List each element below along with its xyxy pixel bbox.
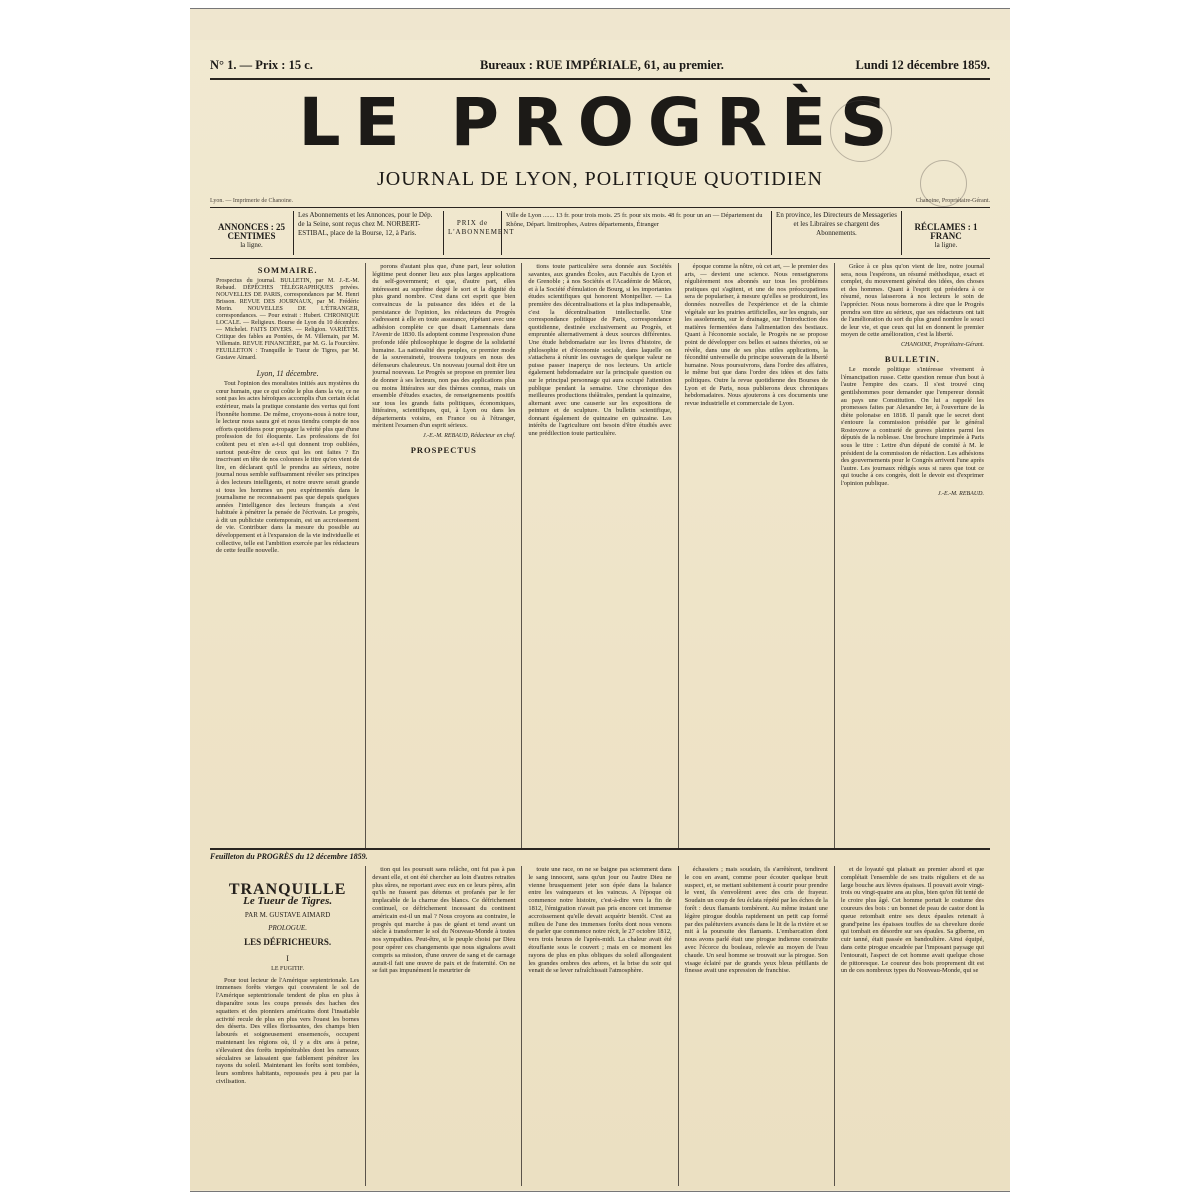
column-4-text: époque comme la nôtre, où cet art, — le premier des arts, — devient une science. Nous renseignerons régulièrement nos abonnés sur tous les problèmes pratiques qui s'agitent, et une de nos préoccupations sera de populariser, à mesure qu'elles se produiront, les données nouvelles de l'expérience et de la chimie végétale sur les prairies artificielles, sur les engrais, sur les assolements, sur le drainage, sur l'introduction des matières fermentées dans l'alimentation des bestiaux. Quant à l'économie sociale, le Progrès ne se propose point de développer ces belles et saines théories, où se révèle, dans une de ses plus utiles applications, la fécondité universelle du principe souverain de la liberté humaine. Nous poursuivrons, dans l'ordre des affaires, le même but que dans l'ordre des idées et des faits politiques. Outre la revue quotidienne des Bourses de Lyon et de Paris, nous publierons deux chroniques hebdomadaires. Nous ajouterons à ces documents une revue industrielle et commerciale de Lyon. bbox=[684, 263, 828, 407]
chapter-title: LE FUGITIF. bbox=[271, 965, 305, 972]
prospectus-heading: PROSPECTUS bbox=[410, 444, 477, 455]
feuilleton-part: LES DÉFRICHEURS. bbox=[244, 937, 332, 948]
feuilleton-column-3-text: toute une race, on ne se baigne pas sciemment dans le sang innocent, sans qu'un jour ou l'autre Dieu ne vienne brusquement jeter son épée dans la balance entre les vainqueurs et les vaincus. A l'époque où commence notre histoire, c'est-à-dire vers la fin de 1812, l'émigration n'avait pas pris encore cet immense accroissement qu'elle devait acquérir bientôt. C'est au milieu de l'une des immenses forêts dont nous venons de parler que commence notre récit, le 27 octobre 1812, vers trois heures de l'après-midi. La chaleur avait été étouffante sous le couvert ; mais en ce moment les rayons de plus en plus obliques du soleil allongeaient les grandes ombres des arbres, et la brise du soir qui venait de se lever rafraîchissait l'atmosphère. bbox=[528, 866, 672, 975]
abonnements-cell: Les Abonnements et les Annonces, pour le Dép. de la Seine, sont reçus chez M. NORBERT-ESTIBAL, place de la Bourse, 12, à Paris. bbox=[294, 211, 444, 255]
chapter-numeral: I bbox=[286, 953, 289, 963]
rates-table: Ville de Lyon ....... 13 fr. pour trois mois. 25 fr. pour six mois. 48 fr. pour un an — Département du Rhône, Départ. limitrophes, Autres départements, Étranger bbox=[502, 211, 772, 255]
printer-name: Lyon. — Imprimerie de Chanoine. bbox=[210, 198, 293, 204]
editor-signature: J.-E.-M. REBAUD, Rédacteur en chef. bbox=[422, 433, 516, 440]
column-2-text: porons d'autant plus que, d'une part, leur solution légitime peut donner lieu aux plus larges applications du self-government; et que, d'autre part, elles intéressent au suprême degré le sort et la dignité du plus grand nombre. C'est dans cet esprit que bien convaincus de la puissance des idées et de la persistance de l'opinion, les rédacteurs du Progrès s'adressent à elle en toute assurance, répétant avec une adhésion complète ce que disait Lamennais dans l'Avenir de 1830. Ils adoptent comme l'expression d'une profonde idée philosophique le dogme de la solidarité humaine. La nationalité des peuples, ce premier mode de la souveraineté, trouvera toujours en nous des défenseurs chaleureux. Un nouveau journal doit être un journal nouveau. Le Progrès se propose en premier lieu de donner à ses lecteurs, non pas des applications plus ou moins littéraires sur des thèmes connus, mais un ensemble d'études exactes, de renseignements positifs sur tous les grands faits politiques, économiques, littéraires, scientifiques, qui, à Lyon ou dans les départements voisins, en France ou à l'étranger, méritent l'examen d'un esprit sérieux. bbox=[372, 263, 516, 430]
feuilleton-subtitle: Le Tueur de Tigres. bbox=[243, 894, 333, 907]
feuilleton-column-4-text: échassiers ; mais soudain, ils s'arrêtèrent, tendirent le cou en avant, comme pour écouter quelque bruit suspect, et, se mettant subitement à courir pour prendre le vent, ils s'envolèrent avec des cris de frayeur. Soudain un coup de feu éclata répété par les échos de la forêt : deux flamants tombèrent. Au même instant une légère pirogue doubla rapidement un petit cap formé par des palétuviers avancés dans le lit de la rivière et se mit à la poursuite des flamants. L'embarcation dont nous avons parlé était une pirogue indienne construite avec l'écorce du bouleau, relevée au moyen de l'eau chaude. Un seul homme se trouvait sur la pirogue. Son visage éclairé par de grands yeux bleus pétillants de finesse avait une expression de franchise. bbox=[684, 866, 828, 975]
left-margin bbox=[0, 0, 190, 1200]
header-line bbox=[210, 56, 990, 80]
feuilleton-header: Feuilleton du PROGRÈS du 12 décembre 1859. bbox=[210, 852, 368, 861]
feuilleton-column-5 bbox=[835, 866, 990, 1186]
reclames-unit: la ligne. bbox=[934, 241, 958, 249]
offices-address: Bureaux : RUE IMPÉRIALE, 61, au premier. bbox=[480, 58, 724, 72]
right-margin bbox=[1010, 0, 1200, 1200]
annonces-unit: la ligne. bbox=[240, 241, 263, 249]
feuilleton-column-1 bbox=[210, 866, 366, 1186]
issue-number: N° 1. — Prix : 15 c. bbox=[210, 58, 313, 72]
provinces-note: En province, les Directeurs de Messageries et les Libraires se chargent des Abonnements. bbox=[772, 211, 902, 255]
reclames-price: RÉCLAMES : 1 FRANC bbox=[914, 222, 978, 241]
column-3-text: tions toute particulière sera donnée aux Sociétés savantes, aux grandes Écoles, aux Facultés de Lyon et de Grenoble ; à nos Sociétés et l'Académie de Mâcon, et à la Société d'émulation de Bourg, si les importantes études scientifiques qui honorent Montpellier. — La première des décentralisations et la plus indispensable, c'est la décentralisation intellectuelle. Une correspondance politique de Paris, correspondance quotidienne, destinée exclusivement au Progrès, et empruntée alternativement à deux sources différentes. Une étude hebdomadaire sur les livres d'histoire, de philosophie et d'économie sociale, dans laquelle on s'attachera à réunir les ouvrages de quelque valeur ne puisse passer inaperçu de nos lecteurs. Un article également hebdomadaire sur la principale question ou sur le principal personnage qui aura occupé l'attention publique pendant la semaine. Une chronique des meilleures productions théâtrales, pendant la quinzaine, alternant avec une causerie sur les expositions de peinture et de sculpture. Un bulletin scientifique, donnant également de quinzaine en quinzaine. Les intérêts de l'agriculture ont besoin d'être étudiés avec une prédilection toute particulière. bbox=[528, 263, 672, 438]
column-2 bbox=[366, 263, 522, 848]
sommaire-list: Prospectus du journal. BULLETIN, par M. J.-E.-M. Rebaud. DÉPÊCHES TÉLÉGRAPHIQUES privées. NOUVELLES DE PARIS, correspondances par M. Henri Brisson. REVUE DES JOURNAUX, par M. Frédéric Morin. NOUVELLES DE L'ÉTRANGER, correspondances. — Pour extrait : Hubert. CHRONIQUE LOCALE. — Religieux. Bourse de Lyon du 10 décembre. — Michelet. FAITS DIVERS. — Religion. VARIÉTÉS. Critique des fables au Pontées, de M. Villemain, par M. Villemain. REVUE FINANCIÈRE, par M. G. la Fourcière. FEUILLETON : Tranquille le Tueur de Tigres, par M. Gustave Aimard. bbox=[216, 277, 360, 361]
feuilleton-title: TRANQUILLE bbox=[228, 881, 347, 898]
column-4 bbox=[679, 263, 835, 848]
issue-date: Lundi 12 décembre 1859. bbox=[855, 58, 990, 72]
annonces-cell bbox=[210, 211, 294, 255]
feuilleton-column-2 bbox=[366, 866, 522, 1186]
sommaire-heading: SOMMAIRE. bbox=[257, 265, 318, 275]
column-1 bbox=[210, 263, 366, 848]
column-1-text: Tout l'opinion des moralistes initiés aux mystères du cœur humain, que ce qui coûte le plus dans la vie, ce ne sont pas les actes héroïques accomplis d'un certain éclat extérieur, mais la pratique constante des vertus qui font l'honnête homme. De même, croyons-nous à notre tour, le lecteur nous saura gré et nous tiendra compte de nos efforts quotidiens pour propager la vérité plus que d'une profession de foi éloquente. Les professions de foi coûtent peu et n'en a-t-il qui donnent trop oubliées, surtout peut-être de ceux qui les ont faites ? En inscrivant en tête de nos colonnes le titre qu'on vient de lire, en déclarant qu'il le prendra au sérieux, notre journal nous semble suffisamment révéler ses principes à des lecteurs intelligents, et notre œuvre serait grande si tous les hommes un peu expérimentés dans le journalisme ne reconnaissent pas que depuis quelques années l'intelligence des lecteurs français a s'est habituée à pénétrer la pensée de l'écrivain. Le progrès, à dit un publiciste contemporain, est un accroissement de vie. Contribuer dans la mesure du possible au développement et à l'expansion de la vie individuelle et collective, telle est l'ambition exercée par les rédacteurs de cette feuille nouvelle. bbox=[216, 380, 360, 555]
postmark-stamp bbox=[830, 100, 892, 162]
masthead-subtitle: JOURNAL DE LYON, POLITIQUE QUOTIDIEN bbox=[377, 168, 823, 190]
feuilleton-author: PAR M. GUSTAVE AIMARD bbox=[244, 910, 331, 919]
bulletin-heading: BULLETIN. bbox=[884, 353, 940, 364]
column-5 bbox=[835, 263, 990, 848]
main-columns bbox=[210, 263, 990, 850]
column-5-text: Grâce à ce plus qu'on vient de lire, notre journal sera, nous l'espérons, un résumé méthodique, exact et complet, du mouvement général des idées, des choses et des hommes. Quant à l'esprit qui présidera à ce résumé, nous laisserons à nos lecteurs le soin de l'apprécier. Nous nous bornerons à dire que le Progrès prendra son titre au sérieux, que ses rédacteurs ont tait de l'amélioration du sort du plus grand nombre le souci de leur vie, et que ceux qui lui en donnent le premier moyen de cette amélioration, c'est la liberté. bbox=[840, 263, 985, 339]
publisher-name: Chanoine, Propriétaire-Gérant. bbox=[915, 198, 990, 204]
reclames-cell bbox=[902, 211, 990, 255]
bulletin-signature: J.-E.-M. REBAUD. bbox=[937, 490, 985, 497]
feuilleton-column-1-text: Pour tout lecteur de l'Amérique septentrionale. Les immenses forêts vierges qui couvraient le sol de l'Amérique septentrionale tendent de plus en plus à disparaître sous les coups pressés des haches des squatters et des pionniers américains dont l'insatiable activité recule de plus en plus vers l'ouest les bornes des déserts. Des villes florissantes, des champs bien labourés et soigneusement ensemencés, occupent maintenant les régions où, il y a dix ans à peine, s'élevaient des forêts impénétrables dont les rameaux séculaires se laissaient que faiblement pénétrer les rayons du soleil. Maintenant les forêts sont tombées, leurs sombres habitants, repoussés peu à peu par la civilisation. bbox=[216, 976, 360, 1085]
prix-label: PRIX de L'ABONNEMENT bbox=[444, 211, 502, 255]
bulletin-text: Le monde politique s'intéresse vivement à l'émancipation russe. Cette question remue d'un bout à l'autre l'empire des czars. Il s'est trouvé cinq gentilshommes pour demander que l'empereur donnât au pays une Constitution. On lui a rappelé les promesses faites par Alexandre Ier, à l'ouverture de la diète polonaise en 1818. Il paraît que le secret dont s'entoure la commission présidée par le général Rostovzow a contrarié de graves plaintes parmi les députés de la noblesse. Une brochure imprimée à Paris sous le titre : Lettre d'un député de comité à M. le président de la commission de rédaction. Les adhésions des gouvernements pour le Congrès arrivent l'une après l'autre. Les journaux rédigés sous si rares que tout ce qui touche à ces congrès, doit le devoir est d'exprimer l'opinion publique. bbox=[840, 366, 985, 488]
feuilleton-column-4 bbox=[679, 866, 835, 1186]
feuilleton-column-5-text: et de loyauté qui plaisait au premier abord et que complétait l'ensemble de ses traits réguliers et de sa large bouche aux lèvres épaisses. Il pouvait avoir vingt-trois ou vingt-quatre ans au plus, bien qu'on fût tenté de le croire plus âgé. Cet homme portait le costume des coureurs des bois : un bonnet de peau de castor dont la queue retombait entre ses deux épaules retenait à grand'peine les épaisses touffes de sa chevelure dorée qui tombait en désordre sur ses épaules. Sa giberne, en cuir tanné, était passée en bandoulière. Ainsi équipé, dans cette pirogue encadrée par l'imposant paysage qui l'entourait, l'aspect de cet homme avait quelque chose de pittoresque. Le coureur des bois proprement dit est un de ces nombreux types du Nouveau-Monde, qui se bbox=[840, 866, 985, 975]
masthead-title: LE PROGRÈS bbox=[298, 84, 902, 161]
feuilleton-prologue: PROLOGUE. bbox=[268, 924, 307, 933]
feuilleton-columns bbox=[210, 866, 990, 1186]
column-3 bbox=[522, 263, 678, 848]
feuilleton-column-3 bbox=[522, 866, 678, 1186]
dateline: Lyon, 11 décembre. bbox=[256, 368, 319, 378]
publisher-signature: CHANOINE, Propriétaire-Gérant. bbox=[900, 341, 985, 348]
annonces-price: ANNONCES : 25 CENTIMES bbox=[217, 222, 285, 241]
newspaper-sheet bbox=[190, 40, 1010, 1190]
subscription-bar bbox=[210, 207, 990, 259]
feuilleton-column-2-text: tion qui les poursuit sans relâche, ont fui pas à pas devant elle, et ont été chercher au loin d'autres retraites plus sûres, ne reportant avec eux en ce leurs pères, afin qu'ils ne fussent pas détenus et profanés par le fer implacable de la charrue des blancs. Ce défrichement continuel, ce défrichement incessant du continent américain est-il un mal ? Nous croyons au contraire, le progrès qui marche à pas de géant et tend avant un siècle à transformer le sol du Nouveau-Monde à toutes nos sympathies. Peut-être, si le peuple choisi par Dieu pour opérer ces changements que nous signalons avait compris sa mission, d'une œuvre de sang et de carnage aurait-il fait une œuvre de paix et de fraternité. On ne se fait pas impunément le meurtrier de bbox=[372, 866, 516, 975]
